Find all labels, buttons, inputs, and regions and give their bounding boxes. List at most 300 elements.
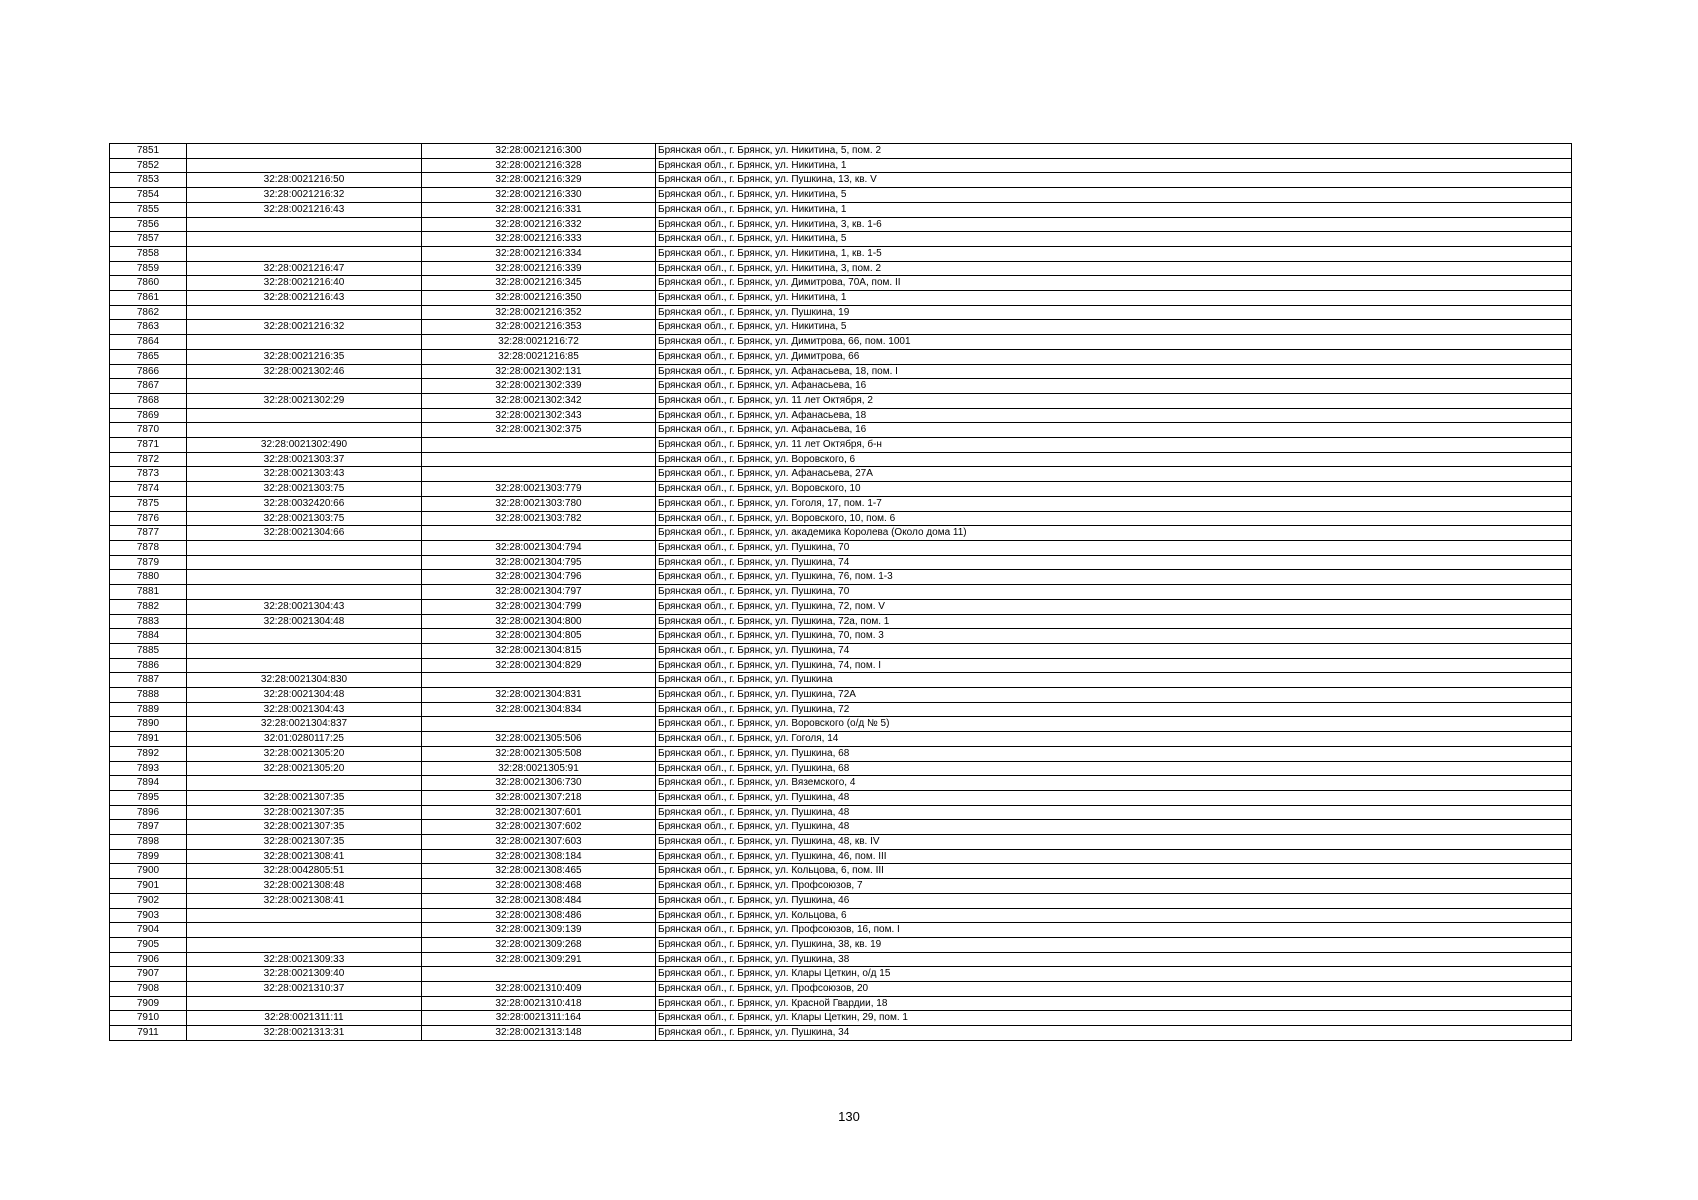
land-cadastral-number-cell: 32:28:0021216:43 xyxy=(187,202,422,217)
address-cell: Брянская обл., г. Брянск, ул. Никитина, 3, кв. 1-6 xyxy=(656,217,1572,232)
land-cadastral-number-cell xyxy=(187,217,422,232)
land-cadastral-number-cell xyxy=(187,246,422,261)
table-row xyxy=(110,438,1572,453)
row-number-cell: 7879 xyxy=(110,555,187,570)
row-number-cell: 7874 xyxy=(110,482,187,497)
object-cadastral-number-cell: 32:28:0021302:339 xyxy=(422,379,656,394)
land-cadastral-number-cell xyxy=(187,232,422,247)
address-cell: Брянская обл., г. Брянск, ул. Пушкина, 68 xyxy=(656,746,1572,761)
address-cell: Брянская обл., г. Брянск, ул. академика Королева (Около дома 11) xyxy=(656,526,1572,541)
row-number-cell: 7897 xyxy=(110,820,187,835)
table-row xyxy=(110,982,1572,997)
object-cadastral-number-cell: 32:28:0021216:72 xyxy=(422,335,656,350)
address-cell: Брянская обл., г. Брянск, ул. Пушкина, 74 xyxy=(656,643,1572,658)
row-number-cell: 7911 xyxy=(110,1026,187,1041)
land-cadastral-number-cell: 32:28:0021304:43 xyxy=(187,599,422,614)
object-cadastral-number-cell xyxy=(422,526,656,541)
address-cell: Брянская обл., г. Брянск, ул. Афанасьева, 18 xyxy=(656,408,1572,423)
address-cell: Брянская обл., г. Брянск, ул. Никитина, 1 xyxy=(656,291,1572,306)
object-cadastral-number-cell: 32:28:0021216:300 xyxy=(422,144,656,159)
table-row xyxy=(110,996,1572,1011)
object-cadastral-number-cell: 32:28:0021304:834 xyxy=(422,702,656,717)
object-cadastral-number-cell: 32:28:0021307:601 xyxy=(422,805,656,820)
land-cadastral-number-cell xyxy=(187,996,422,1011)
land-cadastral-number-cell: 32:28:0021311:11 xyxy=(187,1011,422,1026)
row-number-cell: 7898 xyxy=(110,835,187,850)
table-row xyxy=(110,1026,1572,1041)
land-cadastral-number-cell xyxy=(187,144,422,159)
page-number: 130 xyxy=(838,1109,860,1124)
row-number-cell: 7888 xyxy=(110,688,187,703)
table-row xyxy=(110,349,1572,364)
object-cadastral-number-cell: 32:28:0021304:805 xyxy=(422,629,656,644)
address-cell: Брянская обл., г. Брянск, ул. Профсоюзов, 16, пом. I xyxy=(656,923,1572,938)
table-row xyxy=(110,967,1572,982)
row-number-cell: 7890 xyxy=(110,717,187,732)
address-cell: Брянская обл., г. Брянск, ул. Афанасьева, 27А xyxy=(656,467,1572,482)
row-number-cell: 7858 xyxy=(110,246,187,261)
land-cadastral-number-cell xyxy=(187,643,422,658)
table-row xyxy=(110,217,1572,232)
address-cell: Брянская обл., г. Брянск, ул. Никитина, 1 xyxy=(656,202,1572,217)
land-cadastral-number-cell: 32:28:0032420:66 xyxy=(187,496,422,511)
row-number-cell: 7892 xyxy=(110,746,187,761)
land-cadastral-number-cell: 32:28:0021304:837 xyxy=(187,717,422,732)
table-row xyxy=(110,393,1572,408)
land-cadastral-number-cell: 32:28:0021216:32 xyxy=(187,188,422,203)
table-row xyxy=(110,761,1572,776)
row-number-cell: 7873 xyxy=(110,467,187,482)
land-cadastral-number-cell: 32:28:0021216:32 xyxy=(187,320,422,335)
address-cell: Брянская обл., г. Брянск, ул. Пушкина, 48 xyxy=(656,820,1572,835)
object-cadastral-number-cell xyxy=(422,467,656,482)
table-row xyxy=(110,379,1572,394)
table-row xyxy=(110,864,1572,879)
row-number-cell: 7876 xyxy=(110,511,187,526)
table-row xyxy=(110,732,1572,747)
address-cell: Брянская обл., г. Брянск, ул. Пушкина, 34 xyxy=(656,1026,1572,1041)
row-number-cell: 7901 xyxy=(110,879,187,894)
row-number-cell: 7869 xyxy=(110,408,187,423)
object-cadastral-number-cell: 32:28:0021303:780 xyxy=(422,496,656,511)
table-row xyxy=(110,614,1572,629)
land-cadastral-number-cell: 32:28:0021307:35 xyxy=(187,820,422,835)
row-number-cell: 7909 xyxy=(110,996,187,1011)
land-cadastral-number-cell: 32:28:0021309:40 xyxy=(187,967,422,982)
land-cadastral-number-cell: 32:28:0021307:35 xyxy=(187,805,422,820)
address-cell: Брянская обл., г. Брянск, ул. Никитина, 1 xyxy=(656,158,1572,173)
row-number-cell: 7883 xyxy=(110,614,187,629)
object-cadastral-number-cell: 32:28:0021216:85 xyxy=(422,349,656,364)
object-cadastral-number-cell: 32:28:0021216:332 xyxy=(422,217,656,232)
land-cadastral-number-cell: 32:28:0021307:35 xyxy=(187,835,422,850)
object-cadastral-number-cell: 32:28:0021303:782 xyxy=(422,511,656,526)
table-row xyxy=(110,629,1572,644)
row-number-cell: 7903 xyxy=(110,908,187,923)
address-cell: Брянская обл., г. Брянск, ул. Пушкина, 72, пом. V xyxy=(656,599,1572,614)
object-cadastral-number-cell: 32:28:0021304:795 xyxy=(422,555,656,570)
row-number-cell: 7910 xyxy=(110,1011,187,1026)
table-row xyxy=(110,364,1572,379)
object-cadastral-number-cell: 32:28:0021302:342 xyxy=(422,393,656,408)
land-cadastral-number-cell: 32:28:0021304:830 xyxy=(187,673,422,688)
row-number-cell: 7857 xyxy=(110,232,187,247)
object-cadastral-number-cell: 32:28:0021216:353 xyxy=(422,320,656,335)
address-cell: Брянская обл., г. Брянск, ул. Пушкина, 38, кв. 19 xyxy=(656,937,1572,952)
table-row xyxy=(110,923,1572,938)
row-number-cell: 7856 xyxy=(110,217,187,232)
object-cadastral-number-cell: 32:28:0021307:218 xyxy=(422,790,656,805)
address-cell: Брянская обл., г. Брянск, ул. Димитрова, 66 xyxy=(656,349,1572,364)
table-row xyxy=(110,188,1572,203)
row-number-cell: 7887 xyxy=(110,673,187,688)
table-row xyxy=(110,835,1572,850)
land-cadastral-number-cell: 32:28:0021216:50 xyxy=(187,173,422,188)
table-row xyxy=(110,908,1572,923)
address-cell: Брянская обл., г. Брянск, ул. Кольцова, 6, пом. III xyxy=(656,864,1572,879)
table-row xyxy=(110,291,1572,306)
address-cell: Брянская обл., г. Брянск, ул. Пушкина, 72а, пом. 1 xyxy=(656,614,1572,629)
land-cadastral-number-cell: 32:28:0021303:37 xyxy=(187,452,422,467)
land-cadastral-number-cell xyxy=(187,423,422,438)
object-cadastral-number-cell: 32:28:0021216:339 xyxy=(422,261,656,276)
land-cadastral-number-cell xyxy=(187,908,422,923)
object-cadastral-number-cell xyxy=(422,452,656,467)
object-cadastral-number-cell: 32:28:0021307:602 xyxy=(422,820,656,835)
table-row xyxy=(110,246,1572,261)
address-cell: Брянская обл., г. Брянск, ул. Никитина, 5, пом. 2 xyxy=(656,144,1572,159)
object-cadastral-number-cell: 32:28:0021304:797 xyxy=(422,585,656,600)
address-cell: Брянская обл., г. Брянск, ул. Пушкина, 74 xyxy=(656,555,1572,570)
object-cadastral-number-cell: 32:28:0021304:794 xyxy=(422,540,656,555)
land-cadastral-number-cell: 32:28:0021216:47 xyxy=(187,261,422,276)
object-cadastral-number-cell: 32:28:0021216:328 xyxy=(422,158,656,173)
address-cell: Брянская обл., г. Брянск, ул. Воровского, 10 xyxy=(656,482,1572,497)
land-cadastral-number-cell xyxy=(187,629,422,644)
object-cadastral-number-cell: 32:28:0021304:829 xyxy=(422,658,656,673)
table-row xyxy=(110,673,1572,688)
row-number-cell: 7854 xyxy=(110,188,187,203)
address-cell: Брянская обл., г. Брянск, ул. Димитрова, 70А, пом. II xyxy=(656,276,1572,291)
land-cadastral-number-cell: 32:28:0021304:48 xyxy=(187,688,422,703)
row-number-cell: 7907 xyxy=(110,967,187,982)
table-row xyxy=(110,1011,1572,1026)
land-cadastral-number-cell xyxy=(187,923,422,938)
table-row xyxy=(110,511,1572,526)
land-cadastral-number-cell: 32:28:0021216:40 xyxy=(187,276,422,291)
address-cell: Брянская обл., г. Брянск, ул. Профсоюзов, 7 xyxy=(656,879,1572,894)
row-number-cell: 7853 xyxy=(110,173,187,188)
object-cadastral-number-cell xyxy=(422,967,656,982)
object-cadastral-number-cell: 32:28:0021308:486 xyxy=(422,908,656,923)
row-number-cell: 7881 xyxy=(110,585,187,600)
object-cadastral-number-cell: 32:28:0021311:164 xyxy=(422,1011,656,1026)
land-cadastral-number-cell xyxy=(187,158,422,173)
object-cadastral-number-cell: 32:28:0021216:333 xyxy=(422,232,656,247)
land-cadastral-number-cell xyxy=(187,570,422,585)
table-row xyxy=(110,879,1572,894)
table-row xyxy=(110,893,1572,908)
land-cadastral-number-cell: 32:28:0021309:33 xyxy=(187,952,422,967)
address-cell: Брянская обл., г. Брянск, ул. Кольцова, 6 xyxy=(656,908,1572,923)
row-number-cell: 7885 xyxy=(110,643,187,658)
table-row xyxy=(110,467,1572,482)
object-cadastral-number-cell: 32:28:0021304:796 xyxy=(422,570,656,585)
table-row xyxy=(110,335,1572,350)
row-number-cell: 7864 xyxy=(110,335,187,350)
row-number-cell: 7870 xyxy=(110,423,187,438)
row-number-cell: 7889 xyxy=(110,702,187,717)
table-row xyxy=(110,452,1572,467)
land-cadastral-number-cell: 32:01:0280117:25 xyxy=(187,732,422,747)
object-cadastral-number-cell: 32:28:0021310:409 xyxy=(422,982,656,997)
table-row xyxy=(110,570,1572,585)
object-cadastral-number-cell xyxy=(422,673,656,688)
land-cadastral-number-cell xyxy=(187,408,422,423)
land-cadastral-number-cell: 32:28:0042805:51 xyxy=(187,864,422,879)
address-cell: Брянская обл., г. Брянск, ул. Пушкина, 46, пом. III xyxy=(656,849,1572,864)
land-cadastral-number-cell xyxy=(187,658,422,673)
row-number-cell: 7896 xyxy=(110,805,187,820)
land-cadastral-number-cell xyxy=(187,776,422,791)
row-number-cell: 7882 xyxy=(110,599,187,614)
object-cadastral-number-cell: 32:28:0021304:799 xyxy=(422,599,656,614)
object-cadastral-number-cell: 32:28:0021216:330 xyxy=(422,188,656,203)
row-number-cell: 7884 xyxy=(110,629,187,644)
row-number-cell: 7886 xyxy=(110,658,187,673)
row-number-cell: 7880 xyxy=(110,570,187,585)
address-cell: Брянская обл., г. Брянск, ул. Пушкина xyxy=(656,673,1572,688)
address-cell: Брянская обл., г. Брянск, ул. Воровского, 6 xyxy=(656,452,1572,467)
table-row xyxy=(110,937,1572,952)
land-cadastral-number-cell: 32:28:0021310:37 xyxy=(187,982,422,997)
address-cell: Брянская обл., г. Брянск, ул. Пушкина, 19 xyxy=(656,305,1572,320)
row-number-cell: 7891 xyxy=(110,732,187,747)
address-cell: Брянская обл., г. Брянск, ул. Пушкина, 46 xyxy=(656,893,1572,908)
object-cadastral-number-cell: 32:28:0021305:506 xyxy=(422,732,656,747)
address-cell: Брянская обл., г. Брянск, ул. Пушкина, 13, кв. V xyxy=(656,173,1572,188)
table-row xyxy=(110,158,1572,173)
land-cadastral-number-cell: 32:28:0021304:43 xyxy=(187,702,422,717)
address-cell: Брянская обл., г. Брянск, ул. Афанасьева, 18, пом. I xyxy=(656,364,1572,379)
address-cell: Брянская обл., г. Брянск, ул. Пушкина, 38 xyxy=(656,952,1572,967)
address-cell: Брянская обл., г. Брянск, ул. Клары Цеткин, о/д 15 xyxy=(656,967,1572,982)
address-cell: Брянская обл., г. Брянск, ул. Вяземского, 4 xyxy=(656,776,1572,791)
table-row xyxy=(110,423,1572,438)
address-cell: Брянская обл., г. Брянск, ул. Пушкина, 72 xyxy=(656,702,1572,717)
land-cadastral-number-cell: 32:28:0021304:66 xyxy=(187,526,422,541)
object-cadastral-number-cell: 32:28:0021304:800 xyxy=(422,614,656,629)
address-cell: Брянская обл., г. Брянск, ул. Пушкина, 76, пом. 1-3 xyxy=(656,570,1572,585)
row-number-cell: 7860 xyxy=(110,276,187,291)
row-number-cell: 7871 xyxy=(110,438,187,453)
land-cadastral-number-cell xyxy=(187,937,422,952)
table-row xyxy=(110,849,1572,864)
table-row xyxy=(110,805,1572,820)
row-number-cell: 7877 xyxy=(110,526,187,541)
table-row xyxy=(110,261,1572,276)
land-cadastral-number-cell: 32:28:0021303:75 xyxy=(187,482,422,497)
address-cell: Брянская обл., г. Брянск, ул. Пушкина, 48, кв. IV xyxy=(656,835,1572,850)
table-row xyxy=(110,482,1572,497)
registry-table-body xyxy=(110,144,1572,1041)
object-cadastral-number-cell: 32:28:0021306:730 xyxy=(422,776,656,791)
object-cadastral-number-cell: 32:28:0021310:418 xyxy=(422,996,656,1011)
address-cell: Брянская обл., г. Брянск, ул. Пушкина, 48 xyxy=(656,790,1572,805)
land-cadastral-number-cell xyxy=(187,555,422,570)
table-row xyxy=(110,408,1572,423)
address-cell: Брянская обл., г. Брянск, ул. Афанасьева, 16 xyxy=(656,423,1572,438)
table-row xyxy=(110,688,1572,703)
address-cell: Брянская обл., г. Брянск, ул. Никитина, 5 xyxy=(656,188,1572,203)
object-cadastral-number-cell xyxy=(422,438,656,453)
address-cell: Брянская обл., г. Брянск, ул. 11 лет Октября, 2 xyxy=(656,393,1572,408)
table-row xyxy=(110,526,1572,541)
table-row xyxy=(110,540,1572,555)
object-cadastral-number-cell: 32:28:0021309:268 xyxy=(422,937,656,952)
table-row xyxy=(110,599,1572,614)
table-row xyxy=(110,585,1572,600)
row-number-cell: 7867 xyxy=(110,379,187,394)
row-number-cell: 7855 xyxy=(110,202,187,217)
land-cadastral-number-cell: 32:28:0021302:29 xyxy=(187,393,422,408)
table-row xyxy=(110,555,1572,570)
object-cadastral-number-cell: 32:28:0021313:148 xyxy=(422,1026,656,1041)
table-row xyxy=(110,144,1572,159)
land-cadastral-number-cell: 32:28:0021303:75 xyxy=(187,511,422,526)
row-number-cell: 7861 xyxy=(110,291,187,306)
table-row xyxy=(110,746,1572,761)
table-row xyxy=(110,702,1572,717)
object-cadastral-number-cell: 32:28:0021216:331 xyxy=(422,202,656,217)
address-cell: Брянская обл., г. Брянск, ул. Пушкина, 74, пом. I xyxy=(656,658,1572,673)
address-cell: Брянская обл., г. Брянск, ул. Пушкина, 70 xyxy=(656,585,1572,600)
land-cadastral-number-cell: 32:28:0021216:35 xyxy=(187,349,422,364)
row-number-cell: 7852 xyxy=(110,158,187,173)
object-cadastral-number-cell: 32:28:0021216:345 xyxy=(422,276,656,291)
address-cell: Брянская обл., г. Брянск, ул. Красной Гвардии, 18 xyxy=(656,996,1572,1011)
land-cadastral-number-cell: 32:28:0021308:48 xyxy=(187,879,422,894)
object-cadastral-number-cell: 32:28:0021308:184 xyxy=(422,849,656,864)
object-cadastral-number-cell: 32:28:0021216:334 xyxy=(422,246,656,261)
row-number-cell: 7908 xyxy=(110,982,187,997)
table-row xyxy=(110,790,1572,805)
object-cadastral-number-cell: 32:28:0021305:91 xyxy=(422,761,656,776)
row-number-cell: 7900 xyxy=(110,864,187,879)
table-row xyxy=(110,320,1572,335)
table-row xyxy=(110,952,1572,967)
object-cadastral-number-cell: 32:28:0021304:831 xyxy=(422,688,656,703)
row-number-cell: 7851 xyxy=(110,144,187,159)
object-cadastral-number-cell: 32:28:0021304:815 xyxy=(422,643,656,658)
object-cadastral-number-cell: 32:28:0021308:465 xyxy=(422,864,656,879)
row-number-cell: 7875 xyxy=(110,496,187,511)
row-number-cell: 7899 xyxy=(110,849,187,864)
address-cell: Брянская обл., г. Брянск, ул. Никитина, 5 xyxy=(656,232,1572,247)
land-cadastral-number-cell xyxy=(187,585,422,600)
object-cadastral-number-cell: 32:28:0021308:468 xyxy=(422,879,656,894)
row-number-cell: 7906 xyxy=(110,952,187,967)
object-cadastral-number-cell: 32:28:0021309:139 xyxy=(422,923,656,938)
address-cell: Брянская обл., г. Брянск, ул. Пушкина, 70 xyxy=(656,540,1572,555)
row-number-cell: 7893 xyxy=(110,761,187,776)
land-cadastral-number-cell: 32:28:0021305:20 xyxy=(187,746,422,761)
table-row xyxy=(110,276,1572,291)
row-number-cell: 7872 xyxy=(110,452,187,467)
row-number-cell: 7905 xyxy=(110,937,187,952)
address-cell: Брянская обл., г. Брянск, ул. Афанасьева, 16 xyxy=(656,379,1572,394)
row-number-cell: 7878 xyxy=(110,540,187,555)
object-cadastral-number-cell xyxy=(422,717,656,732)
address-cell: Брянская обл., г. Брянск, ул. Клары Цеткин, 29, пом. 1 xyxy=(656,1011,1572,1026)
address-cell: Брянская обл., г. Брянск, ул. Профсоюзов, 20 xyxy=(656,982,1572,997)
address-cell: Брянская обл., г. Брянск, ул. Пушкина, 48 xyxy=(656,805,1572,820)
table-row xyxy=(110,202,1572,217)
table-row xyxy=(110,643,1572,658)
object-cadastral-number-cell: 32:28:0021302:131 xyxy=(422,364,656,379)
object-cadastral-number-cell: 32:28:0021216:352 xyxy=(422,305,656,320)
land-cadastral-number-cell: 32:28:0021308:41 xyxy=(187,849,422,864)
table-row xyxy=(110,820,1572,835)
row-number-cell: 7904 xyxy=(110,923,187,938)
address-cell: Брянская обл., г. Брянск, ул. 11 лет Октября, б-н xyxy=(656,438,1572,453)
address-cell: Брянская обл., г. Брянск, ул. Пушкина, 68 xyxy=(656,761,1572,776)
table-row xyxy=(110,496,1572,511)
object-cadastral-number-cell: 32:28:0021308:484 xyxy=(422,893,656,908)
row-number-cell: 7902 xyxy=(110,893,187,908)
land-cadastral-number-cell: 32:28:0021302:490 xyxy=(187,438,422,453)
address-cell: Брянская обл., г. Брянск, ул. Никитина, 1, кв. 1-5 xyxy=(656,246,1572,261)
address-cell: Брянская обл., г. Брянск, ул. Воровского (о/д № 5) xyxy=(656,717,1572,732)
land-cadastral-number-cell: 32:28:0021307:35 xyxy=(187,790,422,805)
land-cadastral-number-cell: 32:28:0021304:48 xyxy=(187,614,422,629)
table-row xyxy=(110,658,1572,673)
table-row xyxy=(110,173,1572,188)
land-cadastral-number-cell xyxy=(187,379,422,394)
land-cadastral-number-cell: 32:28:0021216:43 xyxy=(187,291,422,306)
land-cadastral-number-cell: 32:28:0021302:46 xyxy=(187,364,422,379)
row-number-cell: 7868 xyxy=(110,393,187,408)
registry-table xyxy=(109,143,1572,1041)
land-cadastral-number-cell xyxy=(187,305,422,320)
table-row xyxy=(110,232,1572,247)
table-row xyxy=(110,305,1572,320)
object-cadastral-number-cell: 32:28:0021303:779 xyxy=(422,482,656,497)
address-cell: Брянская обл., г. Брянск, ул. Пушкина, 70, пом. 3 xyxy=(656,629,1572,644)
object-cadastral-number-cell: 32:28:0021309:291 xyxy=(422,952,656,967)
address-cell: Брянская обл., г. Брянск, ул. Никитина, 3, пом. 2 xyxy=(656,261,1572,276)
land-cadastral-number-cell: 32:28:0021303:43 xyxy=(187,467,422,482)
row-number-cell: 7862 xyxy=(110,305,187,320)
row-number-cell: 7865 xyxy=(110,349,187,364)
object-cadastral-number-cell: 32:28:0021216:329 xyxy=(422,173,656,188)
address-cell: Брянская обл., г. Брянск, ул. Димитрова, 66, пом. 1001 xyxy=(656,335,1572,350)
table-row xyxy=(110,776,1572,791)
address-cell: Брянская обл., г. Брянск, ул. Гоголя, 17, пом. 1-7 xyxy=(656,496,1572,511)
object-cadastral-number-cell: 32:28:0021307:603 xyxy=(422,835,656,850)
land-cadastral-number-cell: 32:28:0021308:41 xyxy=(187,893,422,908)
land-cadastral-number-cell xyxy=(187,335,422,350)
address-cell: Брянская обл., г. Брянск, ул. Пушкина, 72А xyxy=(656,688,1572,703)
land-cadastral-number-cell xyxy=(187,540,422,555)
table-row xyxy=(110,717,1572,732)
object-cadastral-number-cell: 32:28:0021302:343 xyxy=(422,408,656,423)
address-cell: Брянская обл., г. Брянск, ул. Никитина, 5 xyxy=(656,320,1572,335)
land-cadastral-number-cell: 32:28:0021313:31 xyxy=(187,1026,422,1041)
row-number-cell: 7895 xyxy=(110,790,187,805)
row-number-cell: 7894 xyxy=(110,776,187,791)
object-cadastral-number-cell: 32:28:0021302:375 xyxy=(422,423,656,438)
